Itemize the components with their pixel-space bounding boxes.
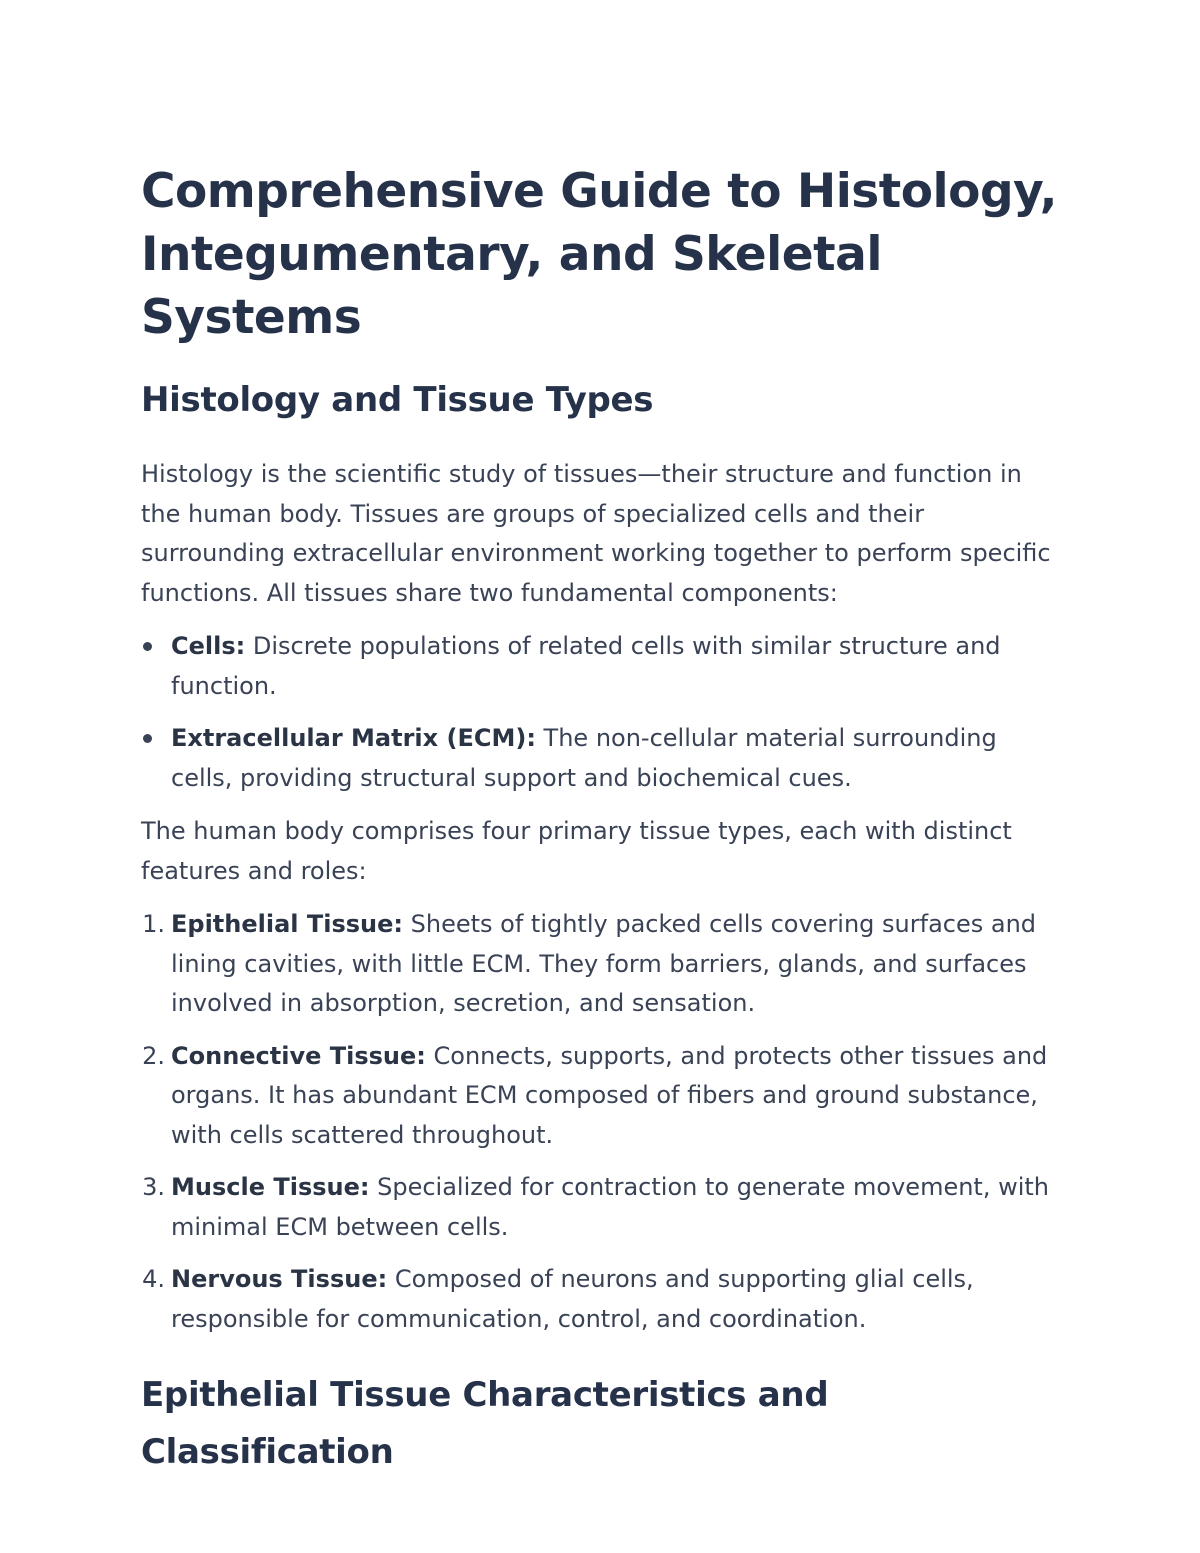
list-item-number: 4. [142, 1265, 165, 1293]
bullet-icon [143, 642, 152, 651]
list-item-number: 3. [142, 1173, 165, 1201]
list-item [141, 627, 1061, 706]
tissue-components-list [141, 627, 1061, 798]
list-item [141, 719, 1061, 798]
document-page [141, 160, 1061, 1481]
tissue-types-intro-paragraph: The human body comprises four primary tissue types, each with distinct features and roles: [141, 817, 1012, 885]
list-item-term: Epithelial Tissue: [171, 910, 403, 938]
list-item [141, 905, 1061, 1024]
list-item-text: The non-cellular material surrounding cells, providing structural support and biochemical cues. [171, 724, 997, 792]
list-item-text: Composed of neurons and supporting glial cells, responsible for communication, control, and coordination. [171, 1265, 974, 1333]
document-title: Comprehensive Guide to Histology, Integumentary, and Skeletal Systems [141, 164, 1057, 345]
list-item-term: Cells: [171, 632, 246, 660]
list-item-text: Sheets of tightly packed cells covering surfaces and lining cavities, with little ECM. They form barriers, glands, and surfaces involved in absorption, secretion, and sensation. [171, 910, 1037, 1017]
list-item-term: Extracellular Matrix (ECM): [171, 724, 536, 752]
list-item [141, 1260, 1061, 1339]
histology-intro-paragraph: Histology is the scientific study of tissues—their structure and function in the human body. Tissues are groups of specialized cells and their surrounding extracellular environment working together to perform specific functions. All tissues share two fundamental components: [141, 460, 1051, 607]
list-item-number: 2. [142, 1041, 165, 1070]
list-item-text: Specialized for contraction to generate movement, with minimal ECM between cells. [171, 1173, 1050, 1241]
section-heading-histology: Histology and Tissue Types [141, 380, 654, 420]
section-heading-epithelial: Epithelial Tissue Characteristics and Classification [141, 1375, 829, 1472]
list-item [141, 1037, 1061, 1156]
list-item-number: 1. [142, 910, 165, 938]
list-item-term: Connective Tissue: [171, 1041, 426, 1070]
list-item [141, 1168, 1061, 1247]
list-item-text: Discrete populations of related cells with similar structure and function. [171, 632, 1001, 700]
list-item-term: Nervous Tissue: [171, 1265, 388, 1293]
tissue-types-list [141, 905, 1061, 1339]
list-item-term: Muscle Tissue: [171, 1173, 370, 1201]
list-item-text: Connects, supports, and protects other tissues and organs. It has abundant ECM composed of fibers and ground substance, with cells scattered throughout. [171, 1041, 1048, 1149]
bullet-icon [143, 734, 152, 743]
